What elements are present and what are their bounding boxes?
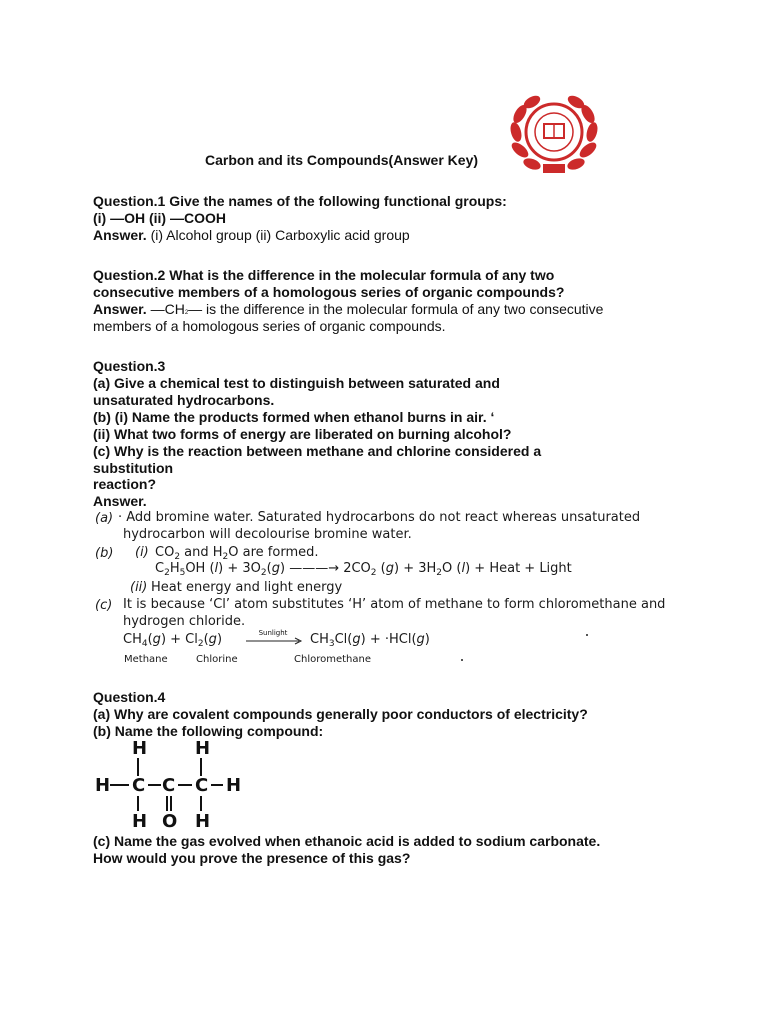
ans-c-line2: hydrogen chloride.	[123, 614, 246, 629]
q4-part-c: (c) Name the gas evolved when ethanoic acid is added to sodium carbonate.	[93, 833, 601, 849]
q3-part-c-cont2: reaction?	[93, 476, 157, 492]
arrow-condition: Sunlight	[258, 629, 288, 637]
ans-a-label: (a)	[95, 511, 114, 526]
q3-part-b-ii: (ii) What two forms of energy are liberated on burning alcohol?	[93, 426, 512, 442]
q2-answer: Answer. —CH2— is the difference in the molecular formula of any two consecutive	[93, 301, 604, 317]
page-title: Carbon and its Compounds(Answer Key)	[205, 152, 479, 168]
q3-heading: Question.3	[93, 358, 166, 374]
ans-c-label: (c)	[95, 598, 113, 613]
ans-b-i-label: (i)	[135, 545, 149, 560]
q3-part-c: (c) Why is the reaction between methane and chlorine considered a	[93, 443, 542, 459]
atom-h-right: H	[226, 775, 242, 796]
combustion-equation: $C_2H_5OH$ $(l) + 3O_2(g)$ ———→ $2CO_2$ $(g) + 3H_2O$ (l) + Heat + Light	[155, 561, 572, 578]
answer-label: Answer.	[93, 227, 147, 243]
ans-a-line1: · Add bromine water. Saturated hydrocarbons do not react whereas unsaturated	[118, 510, 641, 525]
ans-b-ii-label: (ii)	[130, 580, 148, 595]
q1-line1: Question.1 Give the names of the following functional groups:	[93, 193, 507, 209]
ans-b-ii-text: Heat energy and light energy	[151, 580, 343, 595]
q2-line1: Question.2 What is the difference in the molecular formula of any two	[93, 267, 555, 283]
ans-b-label: (b)	[95, 546, 114, 561]
ans-a-line2: hydrocarbon will decolourise bromine water.	[123, 527, 412, 542]
q4-part-c-cont: How would you prove the presence of this gas?	[93, 850, 411, 866]
substitution-equation-right: $CH_3Cl(g) + \cdot HCl(g)$	[310, 632, 430, 649]
q2-line2: consecutive members of a homologous series of organic compounds?	[93, 284, 565, 300]
atom-c3: C	[195, 775, 209, 796]
scan-speck	[461, 659, 463, 661]
q3-part-c-cont1: substitution	[93, 460, 174, 476]
atom-o-bottom: O	[162, 811, 178, 832]
atom-h-top-right: H	[195, 738, 211, 759]
atom-c1: C	[132, 775, 146, 796]
q3-part-b-i: (b) (i) Name the products formed when ethanol burns in air. ‘	[93, 409, 495, 425]
label-chloromethane: Chloromethane	[294, 654, 371, 665]
school-logo	[506, 92, 602, 176]
q1-line2: (i) —OH (ii) —COOH	[93, 210, 226, 226]
atom-h-bottom-right: H	[195, 811, 211, 832]
q2-answer-line2: members of a homologous series of organic compounds.	[93, 318, 446, 334]
q3-answer-label: Answer.	[93, 493, 147, 509]
answer-label: Answer.	[93, 301, 147, 317]
ans-b-i-text: $CO_2$ and $H_2O$ are formed.	[155, 545, 319, 562]
atom-h-bottom-left: H	[132, 811, 148, 832]
q1-answer	[93, 227, 410, 244]
atom-c2: C	[162, 775, 176, 796]
q1-answer-text: (i) Alcohol group (ii) Carboxylic acid group	[146, 227, 410, 243]
label-methane: Methane	[124, 654, 168, 665]
label-chlorine: Chlorine	[196, 654, 238, 665]
q4-heading: Question.4	[93, 689, 166, 705]
q3-part-a-cont: unsaturated hydrocarbons.	[93, 392, 275, 408]
scan-speck	[586, 634, 588, 636]
substitution-equation-left: $CH_4(g) + Cl_2(g)$	[123, 632, 223, 649]
reaction-arrow	[245, 637, 303, 645]
q4-part-b: (b) Name the following compound:	[93, 723, 324, 739]
ans-c-line1: It is because ‘Cl’ atom substitutes ‘H’ atom of methane to form chloromethane and	[123, 597, 666, 612]
atom-h-top-left: H	[132, 738, 148, 759]
atom-h-left: H	[95, 775, 111, 796]
q3-part-a: (a) Give a chemical test to distinguish between saturated and	[93, 375, 500, 391]
q4-part-a: (a) Why are covalent compounds generally poor conductors of electricity?	[93, 706, 588, 722]
